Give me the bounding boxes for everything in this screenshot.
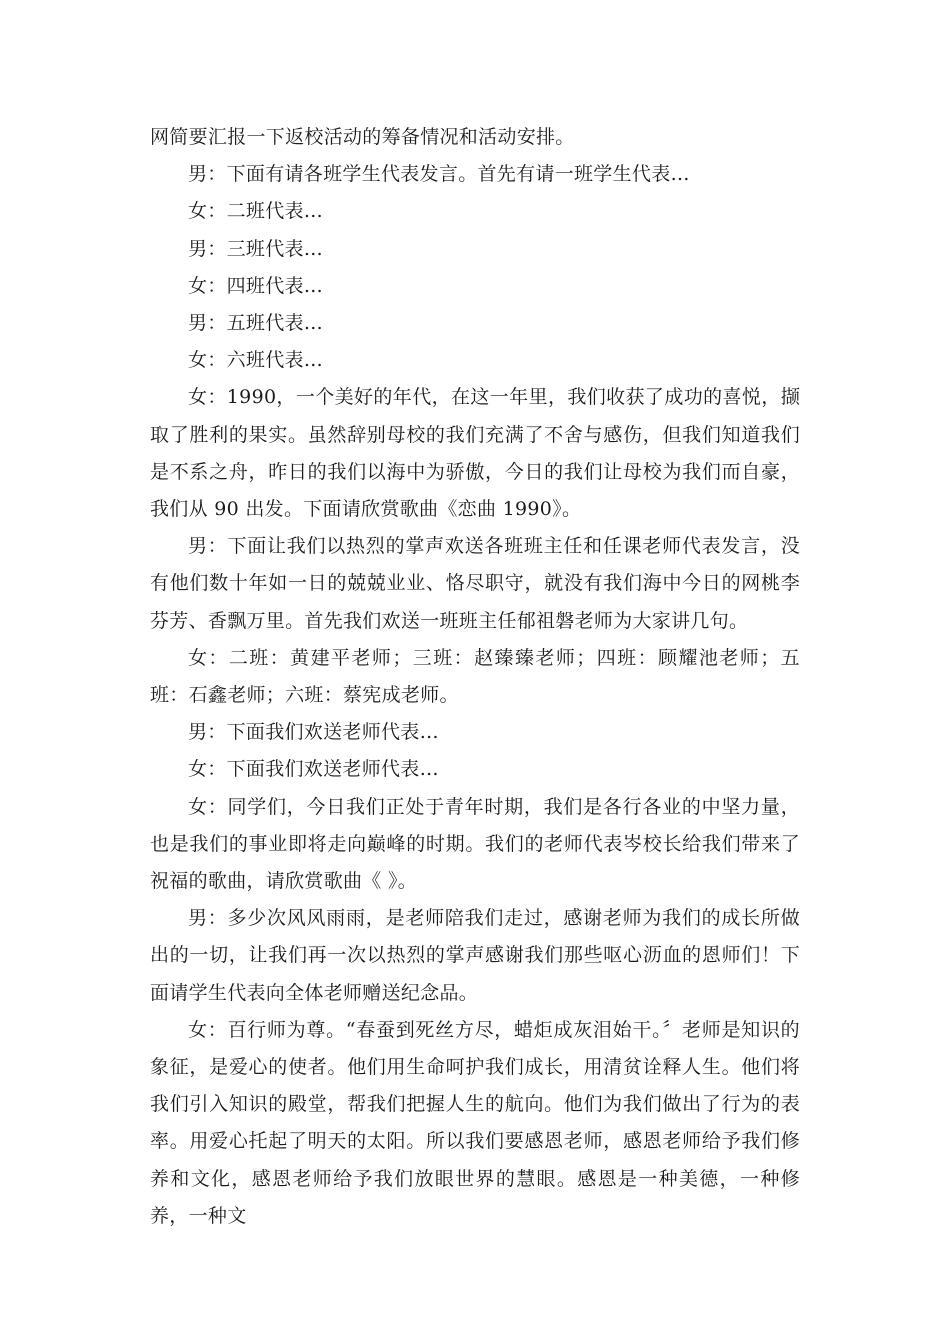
paragraph-teacher-rep-male: 男：下面我们欢送老师代表… <box>188 721 439 744</box>
paragraph-respect-teachers: 女：百行师为尊。“春蚕到死丝方尽，蜡炬成灰泪始干。〞老师是知识的象征，是爱心的使者。他们用生命呵护我们成长，用清贫诠释人生。他们将我们引入知识的殿堂，帮我们把握人生的航向。他们为我们做出了行为的表率。用爱心托起了明天的太阳。所以我们要感恩老师，感恩老师给予我们修养和文化，感恩老师给予我们放眼世界的慧眼。感恩是一种美德，一种修养，一种文 <box>150 1018 800 1227</box>
paragraph-class-6: 女：六班代表… <box>188 349 324 372</box>
paragraph-class-2: 女：二班代表… <box>188 200 324 223</box>
paragraph-teachers-speech: 男：下面让我们以热烈的掌声欢送各班班主任和任课老师代表发言，没有他们数十年如一日的兢兢业业、恪尽职守，就没有我们海中今日的网桃李芬芳、香飘万里。首先我们欢送一班班主任郁祖磐老师为大家讲几句。 <box>150 535 800 632</box>
paragraph-youth: 女：同学们，今日我们正处于青年时期，我们是各行各业的中坚力量，也是我们的事业即将走向巅峰的时期。我们的老师代表岑校长给我们带来了祝福的歌曲，请欣赏歌曲《 》。 <box>150 795 800 893</box>
paragraph-teacher-rep-female: 女：下面我们欢送老师代表… <box>188 758 439 781</box>
paragraph-1990: 女：1990，一个美好的年代，在这一年里，我们收获了成功的喜悦，撷取了胜利的果实。虽然辞别母校的我们充满了不舍与感伤，但我们知道我们是不系之舟，昨日的我们以海中为骄傲，今日的我们让母校为我们而自豪，我们从 90 出发。下面请欣赏歌曲《恋曲 1990》。 <box>150 386 800 521</box>
paragraph-gratitude-gifts: 男：多少次风风雨雨，是老师陪我们走过，感谢老师为我们的成长所做出的一切，让我们再一次以热烈的掌声感谢我们那些呕心沥血的恩师们！下面请学生代表向全体老师赠送纪念品。 <box>150 907 800 1004</box>
paragraph-class-5: 男：五班代表… <box>188 312 324 335</box>
paragraph-class-4: 女：四班代表… <box>188 274 324 297</box>
paragraph-male-class-reps: 男：下面有请各班学生代表发言。首先有请一班学生代表… <box>188 163 690 186</box>
paragraph-continuation: 网简要汇报一下返校活动的筹备情况和活动安排。 <box>150 126 575 148</box>
paragraph-class-3: 男：三班代表… <box>188 237 324 260</box>
paragraph-teacher-list: 女：二班：黄建平老师；三班：赵臻臻老师；四班：顾耀池老师；五班：石鑫老师；六班：蔡宪成老师。 <box>150 646 800 707</box>
document-body <box>150 119 800 1235</box>
